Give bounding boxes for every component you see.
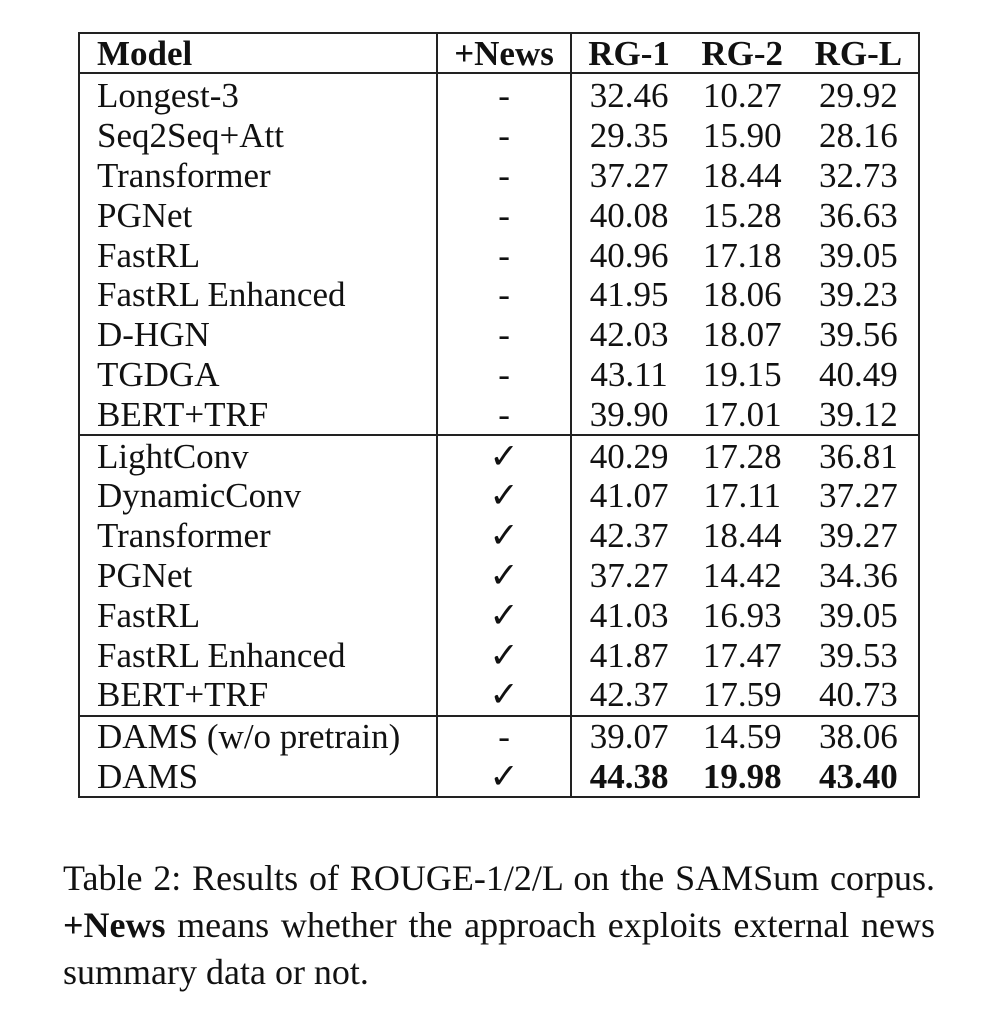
cell-rgl: 39.12 (819, 394, 898, 434)
cell-rg2: 18.07 (702, 315, 782, 355)
caption-term: +News (63, 905, 166, 945)
cell-model: FastRL (79, 235, 437, 275)
cell-news: - (437, 275, 572, 315)
cell-news: - (437, 235, 572, 275)
table-row (79, 394, 919, 435)
cell-rg1: 42.37 (589, 516, 669, 556)
cell-model: DAMS (w/o pretrain) (79, 716, 437, 757)
table-row (79, 73, 919, 116)
cell-rg1: 41.03 (589, 595, 669, 635)
cell-rg2: 18.06 (702, 275, 782, 315)
cell-news: ✓ (437, 476, 572, 516)
cell-rg2: 16.93 (702, 595, 782, 635)
table-row (79, 716, 919, 757)
table-row (79, 757, 919, 798)
cell-rg1: 41.07 (589, 476, 669, 516)
cell-rg2: 17.59 (702, 675, 782, 715)
cell-rg1: 37.27 (589, 155, 669, 195)
table-row (79, 516, 919, 556)
table-row (79, 635, 919, 675)
cell-rg2: 17.18 (702, 235, 782, 275)
caption-suffix: means whether the approach exploits external news summary data or not. (63, 905, 935, 992)
cell-rg1: 37.27 (589, 555, 669, 595)
cell-rg2: 19.15 (702, 354, 782, 394)
cell-news: - (437, 73, 572, 116)
caption-prefix: Table 2: Results of ROUGE-1/2/L on the SAMSum corpus. (63, 858, 935, 898)
cell-rg1: 41.95 (589, 275, 669, 315)
cell-model: LightConv (79, 435, 437, 476)
table-row (79, 435, 919, 476)
cell-rg2: 17.11 (703, 476, 781, 516)
header-model: Model (79, 33, 437, 73)
cell-model: BERT+TRF (79, 675, 437, 716)
cell-rg1: 39.90 (589, 394, 669, 434)
cell-rg2: 17.01 (702, 394, 782, 434)
table-row (79, 315, 919, 355)
table-row (79, 595, 919, 635)
cell-model: TGDGA (79, 355, 437, 395)
cell-model: Transformer (79, 516, 437, 556)
cell-news: ✓ (437, 635, 572, 675)
table-row (79, 675, 919, 716)
cell-news: - (437, 156, 572, 196)
cell-rg1: 32.46 (589, 76, 669, 116)
cell-rgl: 39.56 (819, 315, 898, 355)
header-rg2: RG-2 (686, 33, 799, 73)
cell-rgl: 29.92 (819, 76, 898, 116)
cell-news: ✓ (437, 757, 572, 798)
cell-news: ✓ (437, 675, 572, 716)
cell-rg2: 15.90 (702, 116, 782, 156)
cell-model: Transformer (79, 156, 437, 196)
cell-rgl: 34.36 (819, 555, 898, 595)
header-rgl: RG-L (799, 33, 919, 73)
cell-news: ✓ (437, 516, 572, 556)
cell-rg2: 14.59 (686, 716, 799, 757)
cell-rg1: 29.35 (589, 116, 669, 156)
cell-rgl: 39.53 (819, 635, 898, 675)
table-row (79, 195, 919, 235)
table-header-row (79, 33, 919, 73)
cell-rg2: 19.98 (702, 756, 782, 796)
cell-news: ✓ (437, 435, 572, 476)
cell-news: - (437, 394, 572, 435)
cell-model: Longest-3 (79, 73, 437, 116)
cell-rg1: 41.87 (589, 635, 669, 675)
cell-rg2: 17.47 (702, 635, 782, 675)
cell-model: BERT+TRF (79, 394, 437, 435)
header-news: +News (437, 33, 572, 73)
cell-rg1: 43.11 (590, 354, 668, 394)
cell-model: PGNet (79, 556, 437, 596)
cell-rgl: 39.27 (819, 516, 898, 556)
table-row (79, 235, 919, 275)
cell-rg1: 40.96 (589, 235, 669, 275)
cell-rgl: 37.27 (819, 476, 898, 516)
cell-news: - (437, 716, 572, 757)
cell-rgl: 40.49 (819, 354, 898, 394)
table-row (79, 116, 919, 156)
cell-model: D-HGN (79, 315, 437, 355)
table-row (79, 556, 919, 596)
table-caption (63, 855, 935, 996)
table-body (79, 73, 919, 797)
table-row (79, 355, 919, 395)
table-row (79, 156, 919, 196)
cell-rg1: 42.37 (589, 675, 669, 715)
cell-rg1: 39.07 (571, 716, 685, 757)
cell-rgl: 38.06 (799, 716, 919, 757)
cell-model: FastRL Enhanced (79, 275, 437, 315)
cell-news: - (437, 315, 572, 355)
cell-model: DynamicConv (79, 476, 437, 516)
cell-news: - (437, 116, 572, 156)
cell-rgl: 32.73 (819, 155, 898, 195)
cell-model: PGNet (79, 195, 437, 235)
cell-rgl: 36.81 (799, 435, 919, 476)
cell-rgl: 43.40 (819, 756, 898, 796)
cell-rg1: 42.03 (589, 315, 669, 355)
cell-model: DAMS (79, 757, 437, 798)
cell-news: - (437, 355, 572, 395)
cell-news: ✓ (437, 556, 572, 596)
cell-rgl: 39.23 (819, 275, 898, 315)
cell-rgl: 39.05 (819, 595, 898, 635)
cell-rgl: 40.73 (819, 675, 898, 715)
cell-rg2: 14.42 (702, 555, 782, 595)
table-row (79, 476, 919, 516)
cell-rg1: 44.38 (589, 756, 669, 796)
table-row (79, 275, 919, 315)
cell-model: Seq2Seq+Att (79, 116, 437, 156)
header-rg1: RG-1 (571, 33, 685, 73)
results-table (78, 32, 920, 798)
cell-news: - (437, 195, 572, 235)
cell-rg2: 15.28 (702, 195, 782, 235)
cell-model: FastRL (79, 595, 437, 635)
cell-news: ✓ (437, 595, 572, 635)
cell-rg1: 40.08 (589, 195, 669, 235)
cell-rg2: 18.44 (702, 516, 782, 556)
cell-rgl: 28.16 (819, 116, 898, 156)
cell-rgl: 39.05 (819, 235, 898, 275)
cell-rg2: 10.27 (702, 76, 782, 116)
cell-model: FastRL Enhanced (79, 635, 437, 675)
cell-rg2: 18.44 (702, 155, 782, 195)
cell-rgl: 36.63 (819, 195, 898, 235)
cell-rg2: 17.28 (686, 435, 799, 476)
cell-rg1: 40.29 (571, 435, 685, 476)
